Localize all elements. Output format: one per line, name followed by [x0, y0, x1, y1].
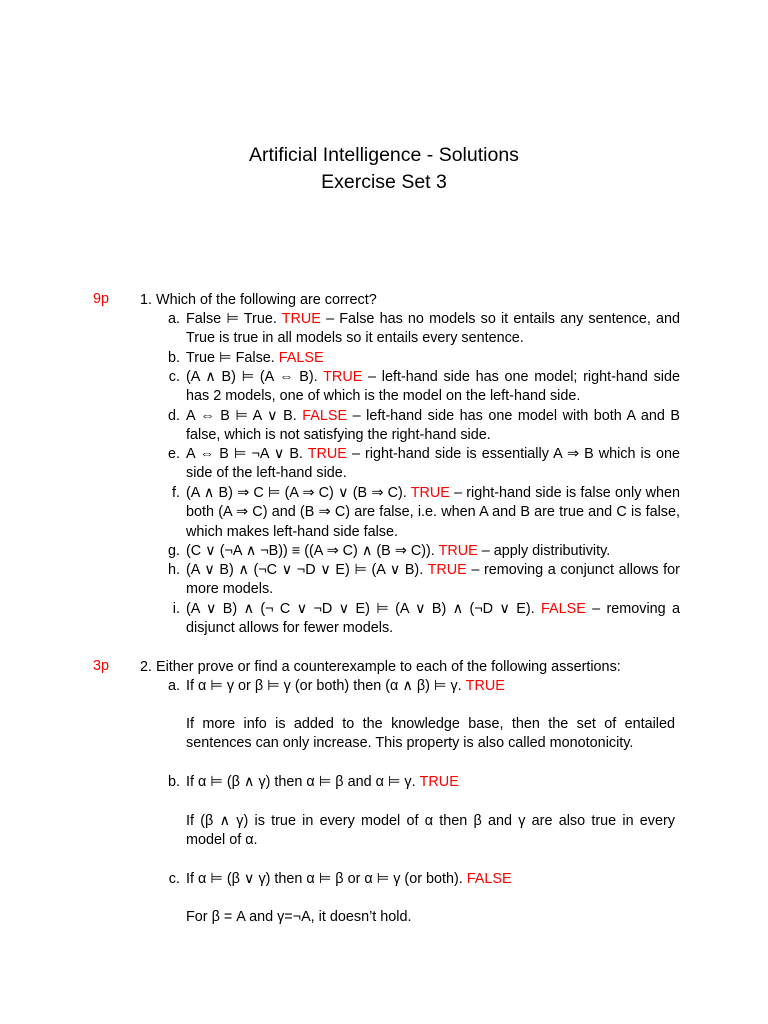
item-verdict: FALSE [278, 350, 324, 366]
item-label: e. [167, 446, 180, 462]
q2-note-b: If (β ∧ γ) is true in every model of α then β and γ are also true in every model of α. [186, 813, 675, 849]
item-label: a. [167, 678, 180, 694]
document-title: Artificial Intelligence - Solutions [249, 144, 519, 166]
item-explanation: – right-hand side is essentially A ⇒ B which is one side of the left-hand side. [186, 446, 680, 482]
q2-note-c: For β = A and γ=¬A, it doesn’t hold. [186, 909, 412, 925]
item-label: a. [167, 311, 180, 327]
q2-text: 2. Either prove or find a counterexample to each of the following assertions: [140, 659, 621, 675]
item-verdict: TRUE [419, 774, 459, 790]
item-explanation: – removing a conjunct allows for more models. [186, 562, 680, 598]
item-verdict: TRUE [307, 446, 347, 462]
document-subtitle: Exercise Set 3 [321, 171, 447, 193]
item-label: b. [167, 350, 180, 366]
q1-text: 1. Which of the following are correct? [140, 292, 377, 308]
item-label: c. [168, 871, 180, 887]
item-claim: (A ∧ B) ⊨ (A ⇔ B). [186, 369, 318, 385]
item-verdict: TRUE [465, 678, 505, 694]
item-claim: True ⊨ False. [186, 350, 275, 366]
item-explanation: – left-hand side has one model with both A and B false, which is not satisfying the right-hand side. [186, 408, 681, 444]
q2-points: 3p [93, 658, 110, 674]
item-label: d. [167, 408, 180, 424]
item-claim: (A ∨ B) ∧ (¬ C ∨ ¬D ∨ E) ⊨ (A ∨ B) ∧ (¬D ∨ E). [186, 601, 535, 617]
item-verdict: TRUE [427, 562, 467, 578]
item-verdict: TRUE [323, 369, 363, 385]
item-claim: (C ∨ (¬A ∧ ¬B)) ≡ ((A ⇒ C) ∧ (B ⇒ C)). [186, 543, 435, 559]
item-label: f. [172, 485, 180, 501]
item-claim: If α ⊨ (β ∧ γ) then α ⊨ β and α ⊨ γ. [186, 774, 416, 790]
item-verdict: TRUE [281, 311, 321, 327]
item-verdict: FALSE [302, 408, 348, 424]
item-claim: If α ⊨ γ or β ⊨ γ (or both) then (α ∧ β) ⊨ γ. [186, 678, 462, 694]
item-label: c. [168, 369, 180, 385]
q1-points: 9p [93, 291, 110, 307]
item-verdict: FALSE [466, 871, 512, 887]
item-explanation: – apply distributivity. [481, 543, 611, 559]
item-verdict: TRUE [410, 485, 450, 501]
item-claim: False ⊨ True. [186, 311, 277, 327]
item-claim: A ⇔ B ⊨ ¬A ∨ B. [186, 446, 303, 462]
item-verdict: FALSE [541, 601, 586, 617]
item-explanation: – right-hand side is false only when both (A ⇒ C) and (B ⇒ C) are false, i.e. when A and B are true and C is false, which makes left-hand side false. [186, 485, 680, 540]
item-claim: (A ∧ B) ⇒ C ⊨ (A ⇒ C) ∨ (B ⇒ C). [186, 485, 407, 501]
item-label: h. [167, 562, 180, 578]
item-claim: (A ∨ B) ∧ (¬C ∨ ¬D ∨ E) ⊨ (A ∨ B). [186, 562, 424, 578]
item-label: i. [172, 601, 180, 617]
q2-note-a: If more info is added to the knowledge base, then the set of entailed sentences can only increase. This property is also called monotonicity. [186, 716, 675, 752]
item-claim: A ⇔ B ⊨ A ∨ B. [186, 408, 297, 424]
item-explanation: – left-hand side has one model; right-hand side has 2 models, one of which is the model on the left-hand side. [186, 369, 681, 405]
item-verdict: TRUE [438, 543, 478, 559]
item-claim: If α ⊨ (β ∨ γ) then α ⊨ β or α ⊨ γ (or both). [186, 871, 463, 887]
item-label: g. [167, 543, 180, 559]
item-explanation: – removing a disjunct allows for fewer models. [186, 601, 680, 637]
item-explanation: – False has no models so it entails any sentence, and True is true in all models so it entails every sentence. [186, 311, 681, 347]
item-label: b. [167, 774, 180, 790]
